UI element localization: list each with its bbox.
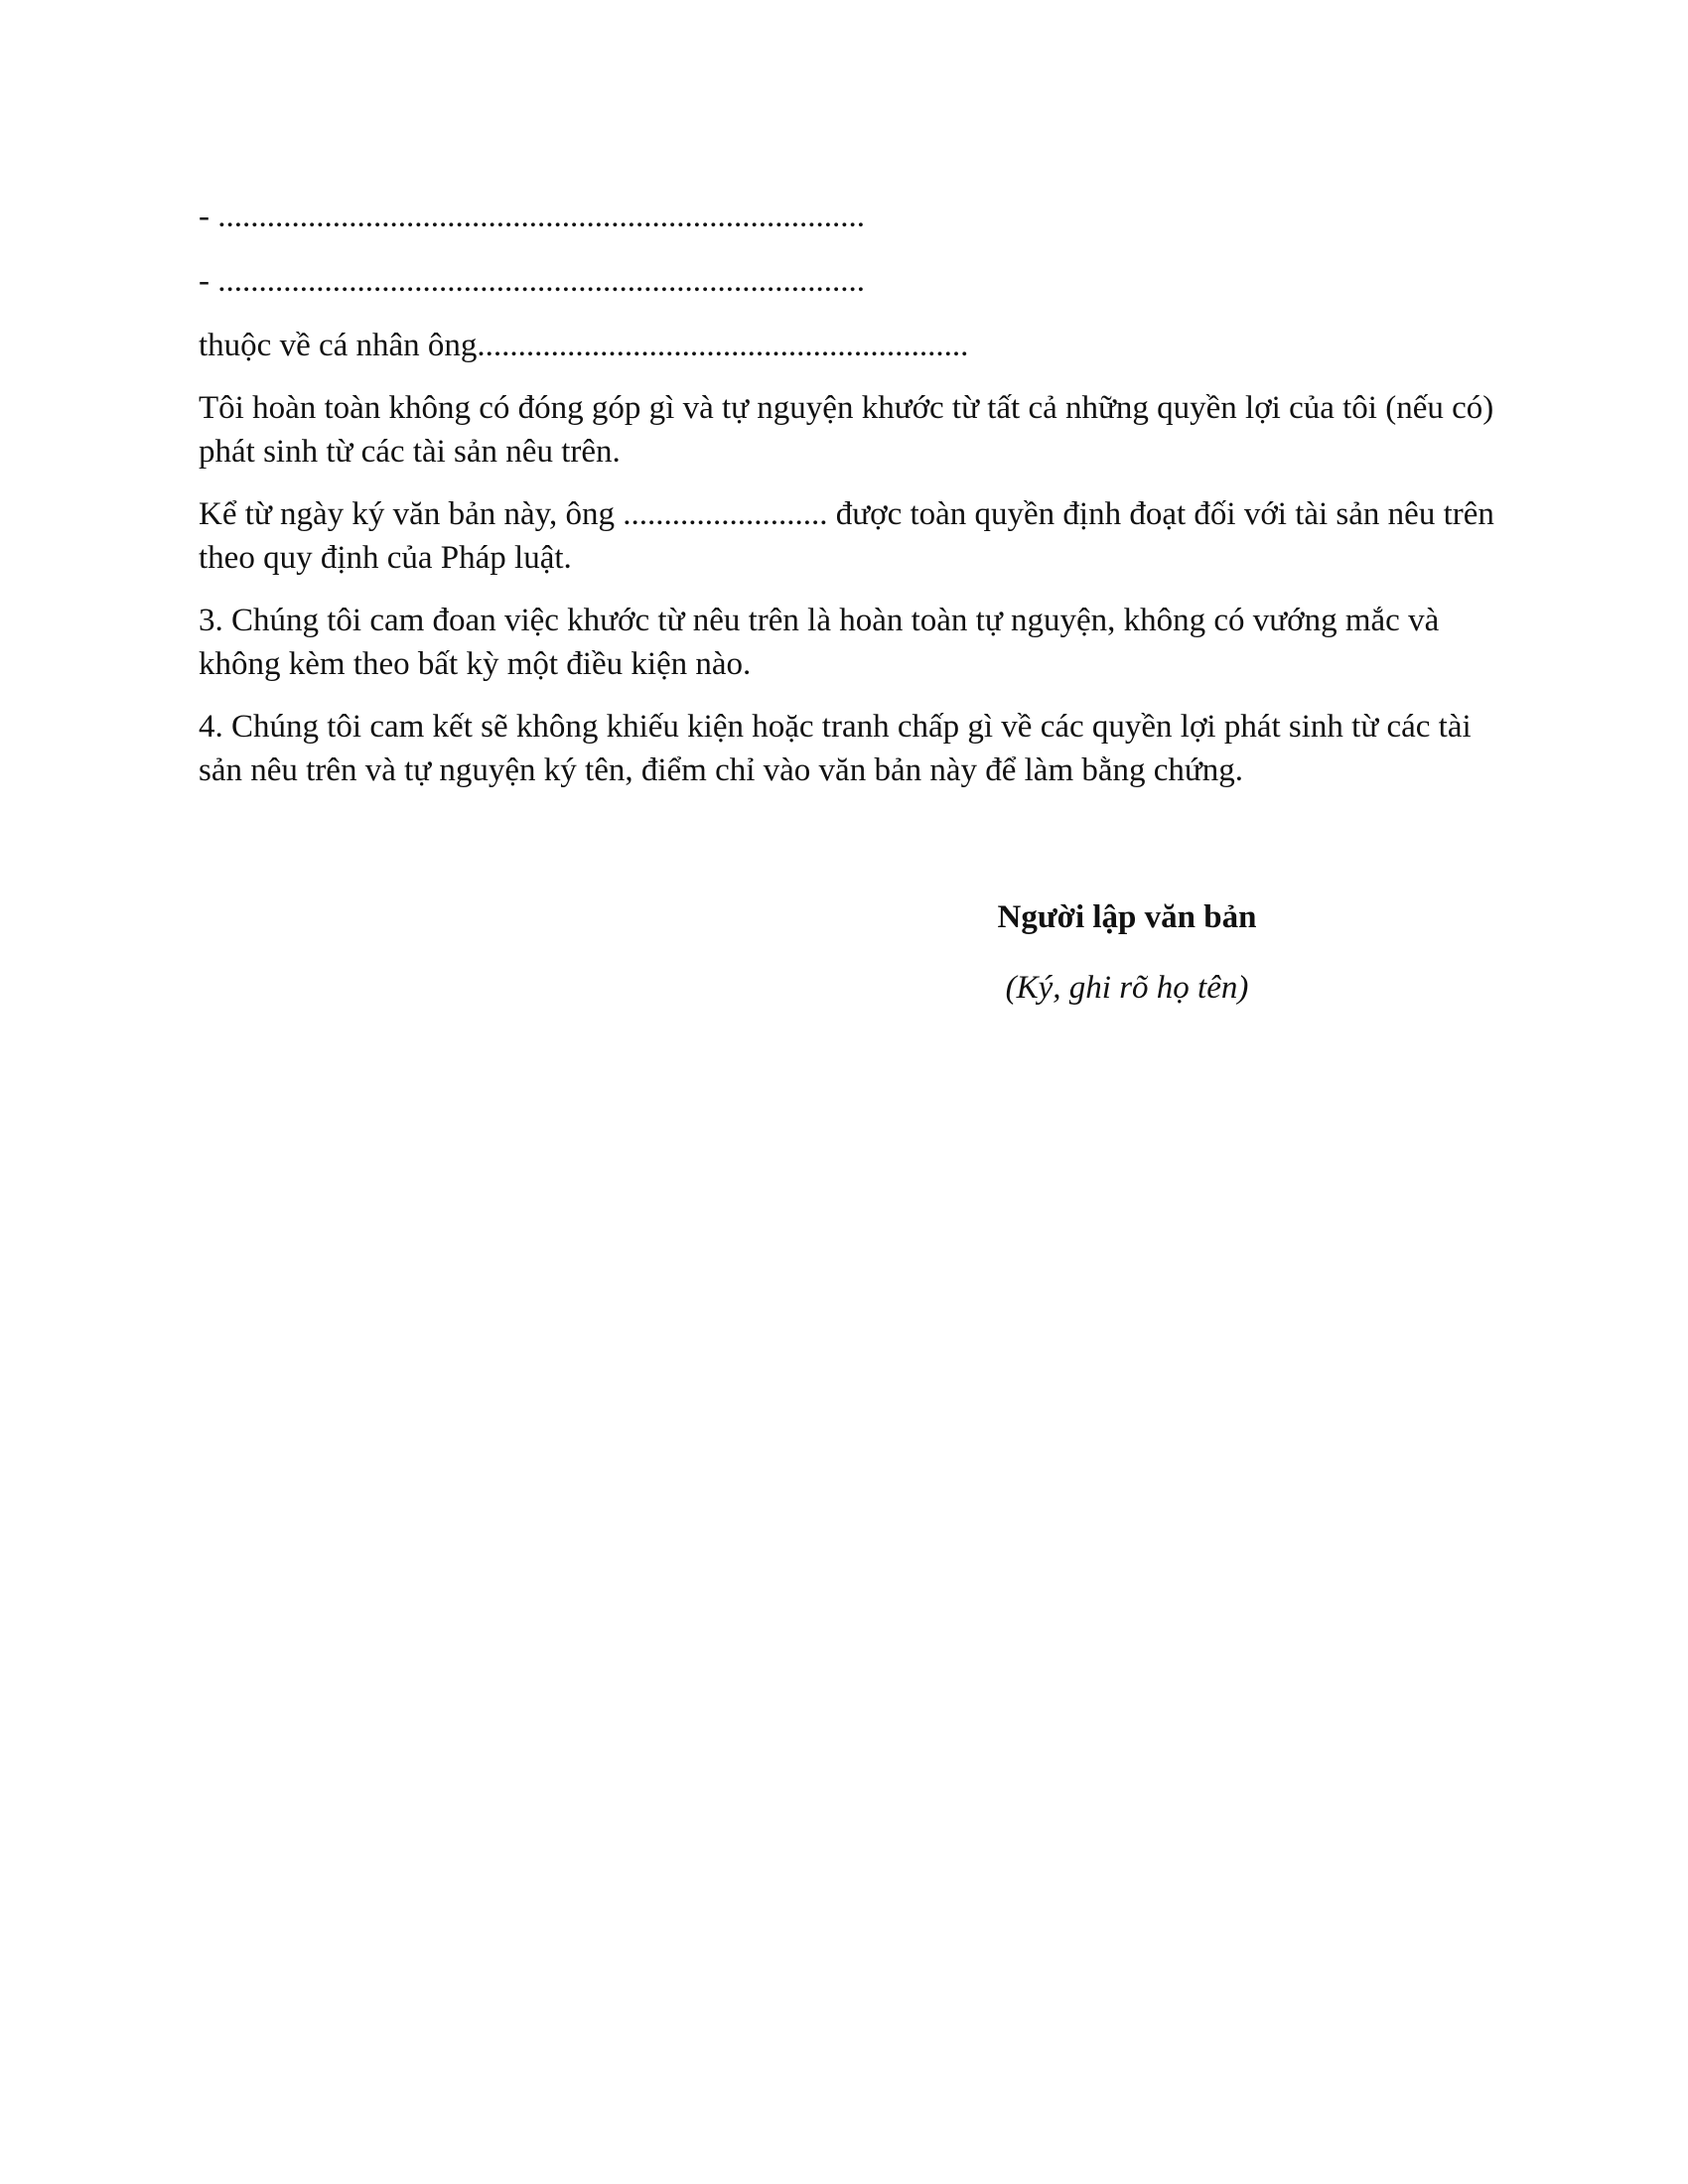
signature-block [904,895,1350,1010]
document-body [199,195,1499,792]
paragraph-ownership: Kể từ ngày ký văn bản này, ông ......................... được toàn quyền định đoạt đối với tài sản nêu trên theo quy định của Pháp luật. [199,496,1494,576]
dotted-line-2: - ............................................................................... [199,263,865,299]
signature-title: Người lập văn bản [997,899,1257,935]
paragraph-clause-3: 3. Chúng tôi cam đoan việc khước từ nêu trên là hoàn toàn tự nguyện, không có vướng mắc và không kèm theo bất kỳ một điều kiện nào. [199,603,1440,682]
dotted-line-1: - ............................................................................... [199,199,865,234]
paragraph-clause-4: 4. Chúng tôi cam kết sẽ không khiếu kiện hoặc tranh chấp gì về các quyền lợi phát sinh từ các tài sản nêu trên và tự nguyện ký tên, điểm chỉ vào văn bản này để làm bằng chứng. [199,709,1472,788]
paragraph-waiver: Tôi hoàn toàn không có đóng góp gì và tự nguyện khước từ tất cả những quyền lợi của tôi (nếu có) phát sinh từ các tài sản nêu trên. [199,390,1494,470]
signature-note: (Ký, ghi rõ họ tên) [1005,970,1249,1006]
owner-line: thuộc về cá nhân ông............................................................ [199,328,969,363]
